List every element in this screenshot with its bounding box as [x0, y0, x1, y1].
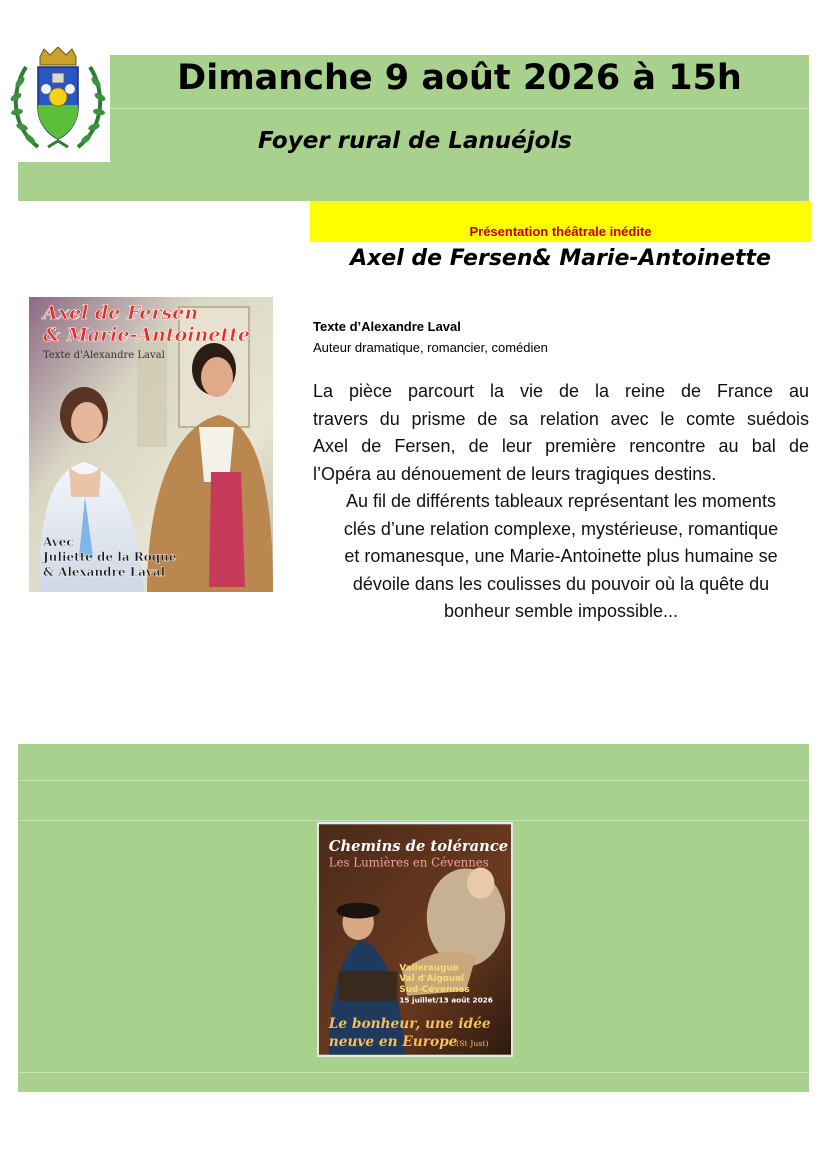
band-divider	[18, 780, 809, 781]
header-band-lower	[18, 162, 809, 201]
description-line: Axel de Fersen, de leur première rencontre au bal de	[313, 436, 809, 456]
book-subtitle: Les Lumières en Cévennes	[328, 855, 489, 870]
description-line: et romanesque, une Marie-Antoinette plus humaine se	[344, 546, 778, 566]
poster-cast-1: Juliette de la Roque	[43, 550, 177, 564]
festival-book-cover	[317, 822, 513, 1057]
book-motto-1: Le bonheur, une idée	[328, 1016, 491, 1033]
description-line: l’Opéra au dénouement de leurs tragiques destins.	[313, 463, 717, 484]
poster-title-2: & Marie-Antoinette	[43, 324, 251, 346]
book-place-3: Sud-Cévennes	[399, 984, 470, 995]
town-crest-icon	[8, 47, 108, 157]
poster-author: Texte d'Alexandre Laval	[43, 350, 165, 361]
band-divider	[18, 820, 809, 821]
description-line: dévoile dans les coulisses du pouvoir où la quête du	[352, 573, 770, 594]
author-role: Auteur dramatique, romancier, comédien	[313, 340, 548, 355]
poster-cast-intro: Avec	[43, 535, 74, 549]
description-line: Au fil de différents tableaux représentant les moments	[346, 491, 776, 511]
play-poster	[29, 297, 273, 592]
band-divider	[18, 1072, 809, 1073]
description-line: clés d’une relation complexe, mystérieuse, romantique	[343, 518, 779, 539]
poster-title-1: Axel de Fersen	[43, 302, 199, 324]
book-dates: 15 juillet/13 août 2026	[399, 995, 493, 1005]
book-place-2: Val d'Aigoual	[399, 974, 465, 985]
band-divider	[110, 108, 809, 109]
event-date-heading: Dimanche 9 août 2026 à 15h	[177, 58, 742, 98]
description-line: La pièce parcourt la vie de la reine de France au	[313, 381, 809, 401]
venue-heading: Foyer rural de Lanuéjols	[258, 128, 572, 154]
author-name: Texte d’Alexandre Laval	[313, 319, 461, 334]
book-title: Chemins de tolérance	[328, 837, 509, 855]
book-place-1: Valleraugue	[399, 963, 459, 974]
description-line: travers du prisme de sa relation avec le comte suédois	[313, 408, 809, 429]
book-motto-2: neuve en Europe	[328, 1033, 458, 1050]
event-tag: Présentation théâtrale inédite	[469, 224, 652, 239]
poster-cast-2: & Alexandre Laval	[43, 565, 166, 579]
play-description	[313, 378, 809, 626]
description-line: bonheur semble impossible...	[443, 601, 679, 621]
book-motto-credit: (St Just)	[456, 1038, 489, 1048]
play-title: Axel de Fersen& Marie-Antoinette	[350, 246, 771, 271]
